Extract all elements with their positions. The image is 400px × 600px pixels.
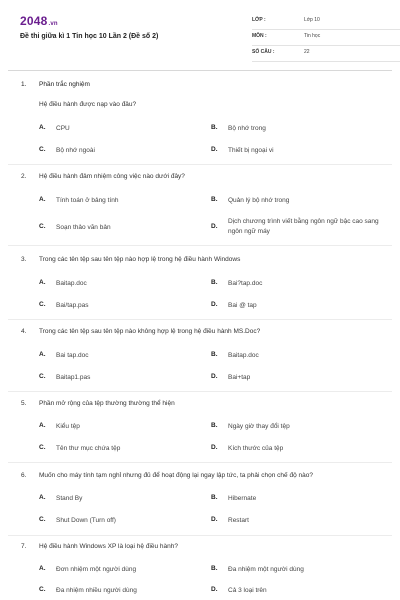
question-number: 2. [21, 173, 27, 180]
question-number: 6. [21, 472, 27, 479]
option-text: Cả 3 loại trên [228, 587, 267, 594]
option-text: Kiểu tệp [56, 423, 80, 430]
option-letter: C. [39, 444, 46, 451]
option-text: Ngày giờ thay đổi tệp [228, 423, 290, 430]
question-text: Hệ điều hành Windows XP là loại hệ điều hành? [39, 543, 179, 550]
header-divider [8, 70, 392, 71]
section-title [21, 81, 90, 88]
option-text: Baitap1.pas [56, 374, 91, 381]
option-text: Đa nhiệm một người dùng [228, 566, 304, 573]
option-letter: D. [211, 146, 218, 153]
option-letter: B. [211, 196, 218, 203]
site-logo[interactable] [20, 14, 58, 28]
exam-info [252, 14, 400, 62]
option-letter: A. [39, 351, 46, 358]
info-label: LỚP : [252, 17, 266, 23]
option-letter: C. [39, 146, 46, 153]
option-text: Bai @ tap [228, 302, 257, 309]
option-letter: C. [39, 223, 46, 230]
option-letter: A. [39, 494, 46, 501]
option-letter: C. [39, 586, 46, 593]
option-letter: B. [211, 422, 218, 429]
option-text: Dịch chương trình viết bằng ngôn ngữ bậc cao sang ngôn ngữ máy [228, 218, 379, 235]
option-letter: A. [39, 196, 46, 203]
option-letter: C. [39, 373, 46, 380]
option-letter: D. [211, 586, 218, 593]
option-text: Bai+tap [228, 374, 251, 381]
info-row-subject [252, 30, 400, 46]
option-letter: D. [211, 223, 218, 230]
option-text: Baitap.doc [228, 352, 259, 359]
option-text: Stand By [56, 495, 83, 502]
option-letter: C. [39, 516, 46, 523]
question-divider [8, 535, 392, 536]
option-text: Đơn nhiệm một người dùng [56, 566, 137, 573]
question-divider [8, 245, 392, 246]
option-text: Bộ nhớ trong [228, 125, 266, 132]
question-text: Phần mở rộng của tệp thường thường thể hiện [39, 400, 175, 407]
option-letter: D. [211, 373, 218, 380]
option-letter: D. [211, 516, 218, 523]
option-text: Bộ nhớ ngoài [56, 147, 95, 154]
exam-header [20, 14, 380, 64]
option-text: Shut Down (Turn off) [56, 517, 116, 524]
question-divider [8, 462, 392, 463]
option-text: Hibernate [228, 495, 257, 502]
option-letter: B. [211, 124, 218, 131]
question-text: Muốn cho máy tính tạm nghỉ nhưng đủ để hoạt động lại ngay lập tức, ta phải chọn chế độ nào? [39, 472, 313, 479]
option-text: Thiết bị ngoại vi [228, 147, 274, 154]
logo-main: 2048 [20, 14, 48, 28]
option-text: Đa nhiệm nhiều người dùng [56, 587, 137, 594]
option-text: Quản lý bộ nhớ trong [228, 197, 290, 204]
section-label: Phần trắc nghiệm [39, 81, 90, 88]
option-letter: D. [211, 301, 218, 308]
option-letter: A. [39, 279, 46, 286]
info-value: Lớp 10 [304, 17, 320, 23]
option-text: Bai tap.doc [56, 352, 89, 359]
option-letter: B. [211, 565, 218, 572]
info-value: 22 [304, 49, 310, 55]
option-text: Restart [228, 517, 249, 524]
option-letter: B. [211, 494, 218, 501]
question-divider [8, 164, 392, 165]
option-letter: D. [211, 444, 218, 451]
option-text: Kích thước của tệp [228, 445, 284, 452]
question-divider [8, 319, 392, 320]
info-row-class [252, 14, 400, 30]
option-text: Tính toán ở bảng tính [56, 197, 119, 204]
logo-tld: .vn [48, 21, 58, 27]
option-letter: C. [39, 301, 46, 308]
option-text: Bai?tap.doc [228, 280, 263, 287]
option-letter: A. [39, 565, 46, 572]
question-number: 5. [21, 400, 27, 407]
question-divider [8, 391, 392, 392]
question-number: 3. [21, 256, 27, 263]
info-value: Tin học [304, 33, 321, 39]
question-number: 7. [21, 543, 27, 550]
option-text: Bai/tap.pas [56, 302, 89, 309]
info-label: MÔN : [252, 33, 267, 39]
option-text: Tên thư mục chứa tệp [56, 445, 121, 452]
question-number: 4. [21, 328, 27, 335]
option-text: CPU [56, 125, 70, 132]
option-text: Soạn thảo văn bản [56, 224, 111, 231]
question-text: Trong các tên tệp sau tên tệp nào không hợp lệ trong hệ điều hành MS.Doc? [39, 328, 261, 335]
question-text: Trong các tên tệp sau tên tệp nào hợp lệ trong hệ điều hành Windows [39, 256, 241, 263]
option-letter: A. [39, 422, 46, 429]
question-text: Hệ điều hành đảm nhiệm công việc nào dưới đây? [39, 173, 185, 180]
option-letter: B. [211, 279, 218, 286]
exam-title: Đề thi giữa kì 1 Tin học 10 Lần 2 (Đề số 2) [20, 33, 159, 40]
option-letter: B. [211, 351, 218, 358]
section-number: 1. [21, 81, 27, 88]
info-label: SỐ CÂU : [252, 49, 275, 55]
info-row-question-count [252, 46, 400, 62]
option-text: Baitap.doc [56, 280, 87, 287]
option-letter: A. [39, 124, 46, 131]
question-text: Hệ điều hành được nạp vào đâu? [39, 101, 137, 108]
